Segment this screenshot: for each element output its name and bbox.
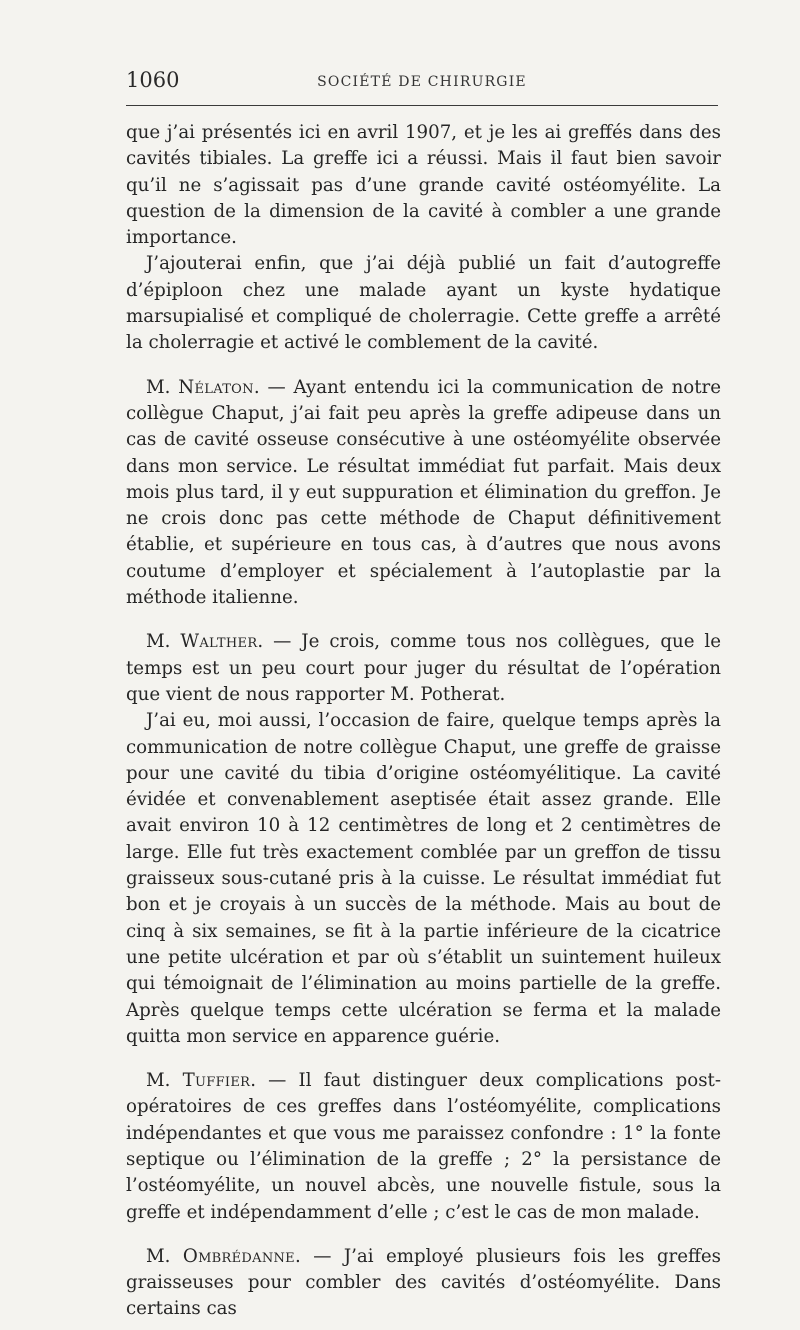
page-number: 1060 [126,68,180,92]
paragraph-text: . — J’ai employé plusieurs fois les greffes graisseuses pour combler des cavités d’ostéomyélite. Dans certains cas [126,1245,721,1320]
speaker-paragraph-tuffier [126,1068,721,1226]
speaker-paragraph-ombredanne [126,1244,721,1323]
speaker-paragraph-nelaton [126,375,721,612]
paragraph [126,708,721,1050]
speaker-prefix: M. [146,1245,183,1267]
paragraph-text: J’ajouterai enfin, que j’ai déjà publié un fait d’autogreffe d’épiploon chez une malade ayant un kyste hydatique marsupialisé et compliqué de cholerragie. Cette greffe a arrêté la cholerragie et activé le comblement de la cavité. [126,253,721,354]
running-title: SOCIÉTÉ DE CHIRURGIE [317,74,527,90]
paragraph-text: . — Je crois, comme tous nos collègues, que le temps est un peu court pour juger du résultat de l’opération que vient de nous rapporter M. Potherat. [126,631,722,705]
speaker-paragraph-walther [126,629,721,708]
paragraph-continuation [126,120,721,251]
speaker-prefix: M. [146,1070,183,1092]
paragraph [126,251,721,356]
speaker-prefix: M. [146,376,179,398]
speaker-prefix: M. [146,631,181,653]
paragraph-text: J’ai eu, moi aussi, l’occasion de faire, quelque temps après la communication de notre collègue Chaput, une greffe de graisse pour une cavité du tibia d’origine ostéomyélitique. La cavité évidée et convenablement aseptisée était assez grande. Elle avait environ 10 à 12 centimètres de long et 2 centimètres de large. Elle fut très exactement comblée par un greffon de tissu graisseux sous-cutané pris à la cuisse. Le résultat immédiat fut bon et je croyais à un succès de la méthode. Mais au bout de cinq à six semaines, se fit à la partie inférieure de la cicatrice une petite ulcération et par où s’établit un suintement huileux qui témoignait de l’élimination au moins partielle de la greffe. Après quelque temps cette ulcération se ferma et la malade quitta mon service en apparence guérie. [126,710,721,1047]
speaker-name: Walther [180,631,258,653]
paragraph-text: . — Ayant entendu ici la communication de notre collègue Chaput, j’ai fait peu après la greffe adipeuse dans un cas de cavité osseuse consécutive à une ostéomyélite observée dans mon service. Le résultat immédiat fut parfait. Mais deux mois plus tard, il y eut suppuration et élimination du greffon. Je ne crois donc pas cette méthode de Chaput définitivement établie, et supérieure en tous cas, à d’autres que nous avons coutume d’employer et spécialement à l’autoplastie par la méthode italienne. [126,376,721,609]
speaker-name: Tuffier [182,1070,251,1092]
paragraph-text: . — Il faut distinguer deux complications post-opératoires de ces greffes dans l’ostéomyélite, complications indépendantes et que vous me paraissez confondre : 1° la fonte septique ou l’élimination de la greffe ; 2° la persistance de l’ostéomyélite, un nouvel abcès, une nouvelle fistule, sous la greffe et indépendamment d’elle ; c’est le cas de mon malade. [126,1070,721,1223]
paragraph-text: que j’ai présentés ici en avril 1907, et je les ai greffés dans des cavités tibiales. La greffe ici a réussi. Mais il faut bien savoir qu’il ne s’agissait pas d’une grande cavité ostéomyélite. La question de la dimension de la cavité à combler a une grande importance. [126,122,721,249]
header-rule [126,105,718,106]
speaker-name: Ombrédanne [182,1245,295,1267]
page-header [126,66,718,98]
page-body [126,120,721,1323]
speaker-name: Nélaton [178,376,254,398]
